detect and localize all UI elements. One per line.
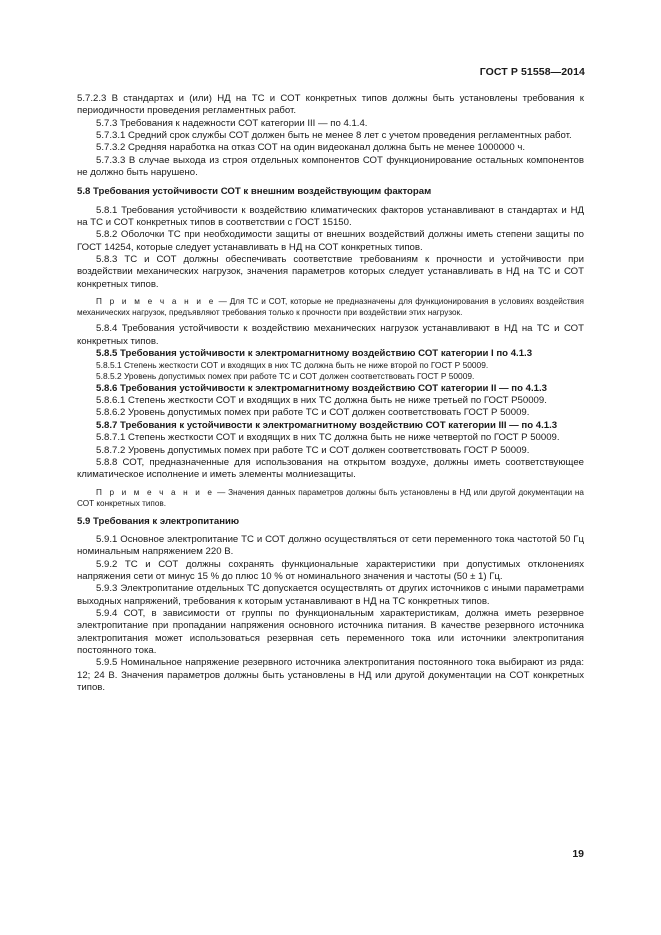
- paragraph: [77, 93, 584, 118]
- paragraph-text: 5.9.2 ТС и СОТ должны сохранять функциональные характеристики при допустимых отклонениях напряжения сети от минус 15 % до плюс 10 % от номинального значения и частоты (50 ± 1) Гц.: [77, 558, 584, 582]
- paragraph-text: 5.7.3 Требования к надежности СОТ категории III — по 4.1.4.: [96, 117, 368, 129]
- paragraph-text: 5.8.7 Требования к устойчивости к электромагнитному воздействию СОТ категории III — по 4.1.3: [96, 419, 558, 431]
- paragraph-text: 5.8.5 Требования устойчивости к электромагнитному воздействию СОТ категории I по 4.1.3: [96, 347, 533, 359]
- note-label: П р и м е ч а н и е: [96, 487, 215, 497]
- paragraph: [77, 360, 584, 371]
- paragraph: [77, 534, 584, 559]
- paragraph: [77, 155, 584, 180]
- paragraph-text: 5.8.6.2 Уровень допустимых помех при работе ТС и СОТ должен соответствовать ГОСТ Р 50009.: [96, 407, 530, 419]
- paragraph-text: 5.7.3.3 В случае выхода из строя отдельных компонентов СОТ функционирование остальных компонентов не должно быть нарушено.: [77, 154, 584, 179]
- paragraph: [77, 205, 584, 230]
- section-heading: 5.9 Требования к электропитанию: [77, 515, 240, 527]
- paragraph-text: 5.7.3.1 Средний срок службы СОТ должен быть не менее 8 лет с учетом проведения регламентных работ.: [96, 130, 572, 142]
- page-number: 19: [572, 848, 584, 860]
- bold-paragraph: [77, 348, 584, 360]
- paragraph-text: 5.8.1 Требования устойчивости к воздействию климатических факторов устанавливают в стандартах и НД на ТС и СОТ конкретных типов в соответствии с ГОСТ 15150.: [77, 204, 584, 229]
- note: [77, 487, 584, 509]
- paragraph-text: 5.7.3.2 Средняя наработка на отказ СОТ на один видеоканал должна быть не менее 1000000 ч.: [96, 142, 526, 154]
- paragraph: [77, 407, 584, 419]
- note-text: — Для ТС и СОТ, которые не предназначены для функционирования в условиях воздействия механических нагрузок, предъявляют требования только к прочности при воздействии этих нагрузок.: [77, 297, 584, 318]
- paragraph: [77, 608, 584, 657]
- note-label: П р и м е ч а н и е: [96, 297, 216, 307]
- note: [77, 296, 584, 318]
- paragraph: [77, 229, 584, 254]
- paragraph-text: 5.8.3 ТС и СОТ должны обеспечивать соответствие требованиям к прочности и устойчивости при воздействии механических нагрузок, значения параметров которых следует устанавливать в НД на ТС и СОТ конкретных типов.: [77, 254, 584, 290]
- paragraph: [77, 371, 584, 382]
- paragraph: [77, 445, 584, 457]
- paragraph-text: 5.8.6 Требования устойчивости к электромагнитному воздействию СОТ категории II — по 4.1.3: [96, 382, 547, 394]
- bold-paragraph: [77, 420, 584, 432]
- paragraph: [77, 432, 584, 444]
- paragraph: [77, 559, 584, 584]
- paragraph-text: 5.8.8 СОТ, предназначенные для использования на открытом воздухе, должны иметь соответствующее климатическое исполнение и иметь элементы молниезащиты.: [77, 456, 584, 481]
- paragraph: [77, 254, 584, 291]
- paragraph-text: 5.9.3 Электропитание отдельных ТС допускается осуществлять от других источников с иными параметрами выходных напряжений, требования к которым устанавливают в НД на ТС конкретных типов.: [77, 583, 584, 607]
- paragraph: [77, 142, 584, 154]
- paragraph: [77, 583, 584, 608]
- bold-paragraph: [77, 383, 584, 395]
- paragraph-text: 5.8.2 Оболочки ТС при необходимости защиты от внешних воздействий должны иметь степени защиты по ГОСТ 14254, которые следует устанавливать в НД на СОТ конкретных типов.: [77, 229, 584, 253]
- paragraph: [77, 395, 584, 407]
- paragraph: [77, 657, 584, 694]
- note-text: — Значения данных параметров должны быть установлены в НД или другой документации на СОТ конкретных типов.: [77, 487, 584, 508]
- document-header: ГОСТ Р 51558—2014: [479, 66, 585, 78]
- paragraph: [77, 323, 584, 348]
- document-body: [77, 93, 584, 694]
- paragraph-text: 5.8.7.1 Степень жесткости СОТ и входящих в них ТС должна быть не ниже четвертой по ГОСТ Р 50009.: [96, 432, 560, 444]
- paragraph: [77, 118, 584, 130]
- paragraph-text: 5.8.4 Требования устойчивости к воздействию механических нагрузок устанавливают в НД на ТС и СОТ конкретных типов.: [77, 323, 584, 347]
- paragraph: [77, 457, 584, 482]
- section-heading: 5.8 Требования устойчивости СОТ к внешним воздействующим факторам: [77, 186, 432, 198]
- paragraph-text: 5.8.7.2 Уровень допустимых помех при работе ТС и СОТ должен соответствовать ГОСТ Р 50009.: [96, 444, 530, 456]
- paragraph-text: 5.9.5 Номинальное напряжение резервного источника электропитания постоянного тока выбирают из ряда: 12; 24 В. Значения параметров должны быть установлены в НД или другой документации на СОТ конкретных типов.: [77, 657, 584, 693]
- paragraph-text: 5.8.6.1 Степень жесткости СОТ и входящих в них ТС должна быть не ниже третьей по ГОСТ Р50009.: [96, 395, 547, 407]
- paragraph-text: 5.7.2.3 В стандартах и (или) НД на ТС и СОТ конкретных типов должны быть установлены требования к периодичности проведения регламентных работ.: [77, 93, 584, 117]
- paragraph: [77, 130, 584, 142]
- paragraph-text: 5.8.5.1 Степень жесткости СОТ и входящих в них ТС должна быть не ниже второй по ГОСТ Р 50009.: [96, 360, 489, 371]
- paragraph-text: 5.9.1 Основное электропитание ТС и СОТ должно осуществляться от сети переменного тока частотой 50 Гц номинальным напряжением 220 В.: [77, 533, 584, 558]
- paragraph-text: 5.8.5.2 Уровень допустимых помех при работе ТС и СОТ должен соответствовать ГОСТ Р 50009.: [96, 371, 475, 382]
- paragraph-text: 5.9.4 СОТ, в зависимости от группы по функциональным характеристикам, должна иметь резервное электропитание при пропадании напряжения основного источника питания. В качестве резервного источника электропитания может использоваться резервная сеть переменного тока или источники электропитания постоянного тока.: [77, 607, 584, 656]
